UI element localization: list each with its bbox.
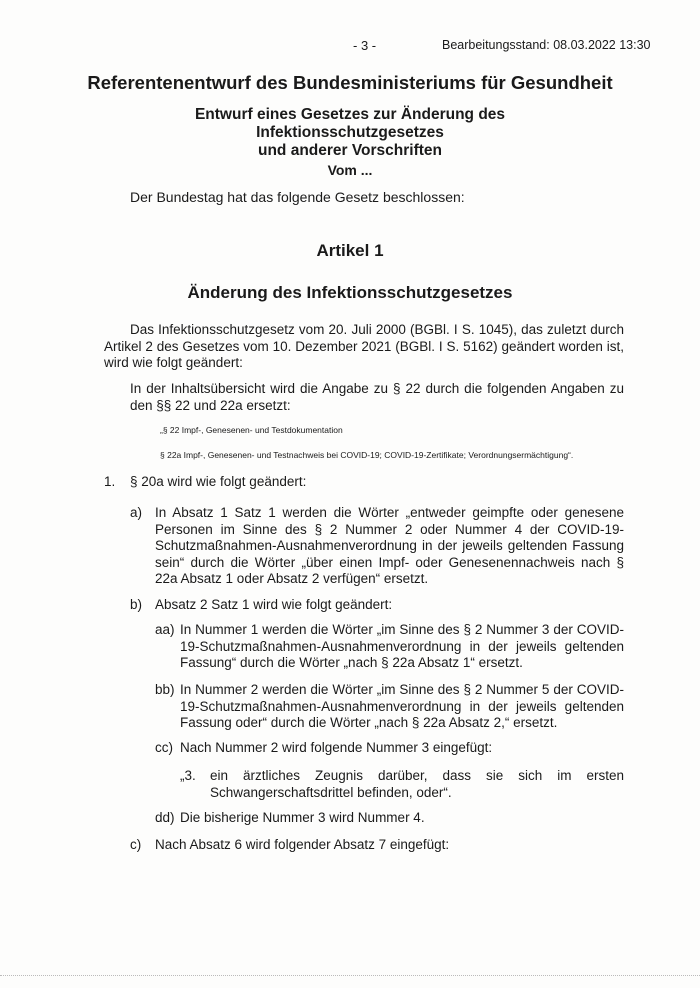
article-heading: Änderung des Infektionsschutzgesetzes (187, 283, 513, 302)
subtitle-line-1: Entwurf eines Gesetzes zur Änderung des Infektionsschutzgesetzes (194, 106, 506, 141)
item-3-label: „3. (180, 768, 196, 783)
section-22-entry: „§ 22 Impf-, Genesenen- und Testdokumentation (160, 425, 343, 435)
item-b-label: b) (130, 597, 143, 612)
item-aa-label: aa) (155, 622, 175, 637)
item-3-text: ein ärztliches Zeugnis darüber, dass sie sich im ersten Schwangerschaftsdrittel befinden, oder“. (210, 768, 624, 800)
item-a-label: a) (130, 505, 143, 520)
document-title: Referentenentwurf des Bundesministeriums für Gesundheit (87, 72, 613, 93)
date-line: Vom ... (327, 162, 373, 178)
page-number: - 3 - (353, 38, 377, 53)
section-22a-entry: § 22a Impf-, Genesenen- und Testnachweis bei COVID-19; COVID-19-Zertifikate; Verordnungsermächtigung“. (160, 450, 574, 460)
item-cc-text: Nach Nummer 2 wird folgende Nummer 3 eingefügt: (180, 740, 493, 755)
status-timestamp: Bearbeitungsstand: 08.03.2022 13:30 (442, 38, 651, 52)
article-number: Artikel 1 (316, 241, 384, 260)
intro-paragraph: Das Infektionsschutzgesetz vom 20. Juli 2000 (BGBl. I S. 1045), das zuletzt durch Artikel 2 des Gesetzes vom 10. Dezember 2021 (BGBl. I S. 5162) geändert worden ist, wird wie folgt geändert: (104, 322, 624, 370)
item-a-text: In Absatz 1 Satz 1 werden die Wörter „entweder geimpfte oder genesene Personen im Sinne des § 2 Nummer 2 oder Nummer 4 der COVID-19-Schutzmaßnahmen-Ausnahmenverordnung in der jeweils geltenden Fassung sein“ durch die Wörter „über einen Impf- oder Genesenennachweis nach § 22a Absatz 1 oder Absatz 2 verfügen“ ersetzt. (155, 505, 624, 586)
document-subtitle (100, 106, 600, 160)
subtitle-line-2: und anderer Vorschriften (257, 142, 443, 159)
item-aa-text: In Nummer 1 werden die Wörter „im Sinne des § 2 Nummer 3 der COVID-19-Schutzmaßnahmen-Ausnahmenverordnung in der jeweils geltenden Fassung“ durch die Wörter „nach § 22a Absatz 1“ ersetzt. (180, 622, 624, 670)
enactment-formula: Der Bundestag hat das folgende Gesetz beschlossen: (130, 189, 465, 205)
item-dd-text: Die bisherige Nummer 3 wird Nummer 4. (180, 810, 425, 825)
item-1-label: 1. (104, 474, 116, 489)
item-c-label: c) (130, 837, 142, 852)
item-cc-label: cc) (155, 740, 173, 755)
item-c-text: Nach Absatz 6 wird folgender Absatz 7 eingefügt: (155, 837, 450, 852)
item-bb-label: bb) (155, 682, 175, 697)
item-b-text: Absatz 2 Satz 1 wird wie folgt geändert: (155, 597, 393, 612)
page-bottom-rule (0, 975, 700, 976)
item-bb-text: In Nummer 2 werden die Wörter „im Sinne des § 2 Nummer 5 der COVID-19-Schutzmaßnahmen-Ausnahmenverordnung in der jeweils geltenden Fassung oder“ durch die Wörter „nach § 22a Absatz 2,“ ersetzt. (180, 682, 624, 730)
item-1-text: § 20a wird wie folgt geändert: (130, 474, 307, 489)
item-dd-label: dd) (155, 810, 175, 825)
inhalt-paragraph: In der Inhaltsübersicht wird die Angabe zu § 22 durch die folgenden Angaben zu den §§ 22 und 22a ersetzt: (130, 381, 624, 413)
